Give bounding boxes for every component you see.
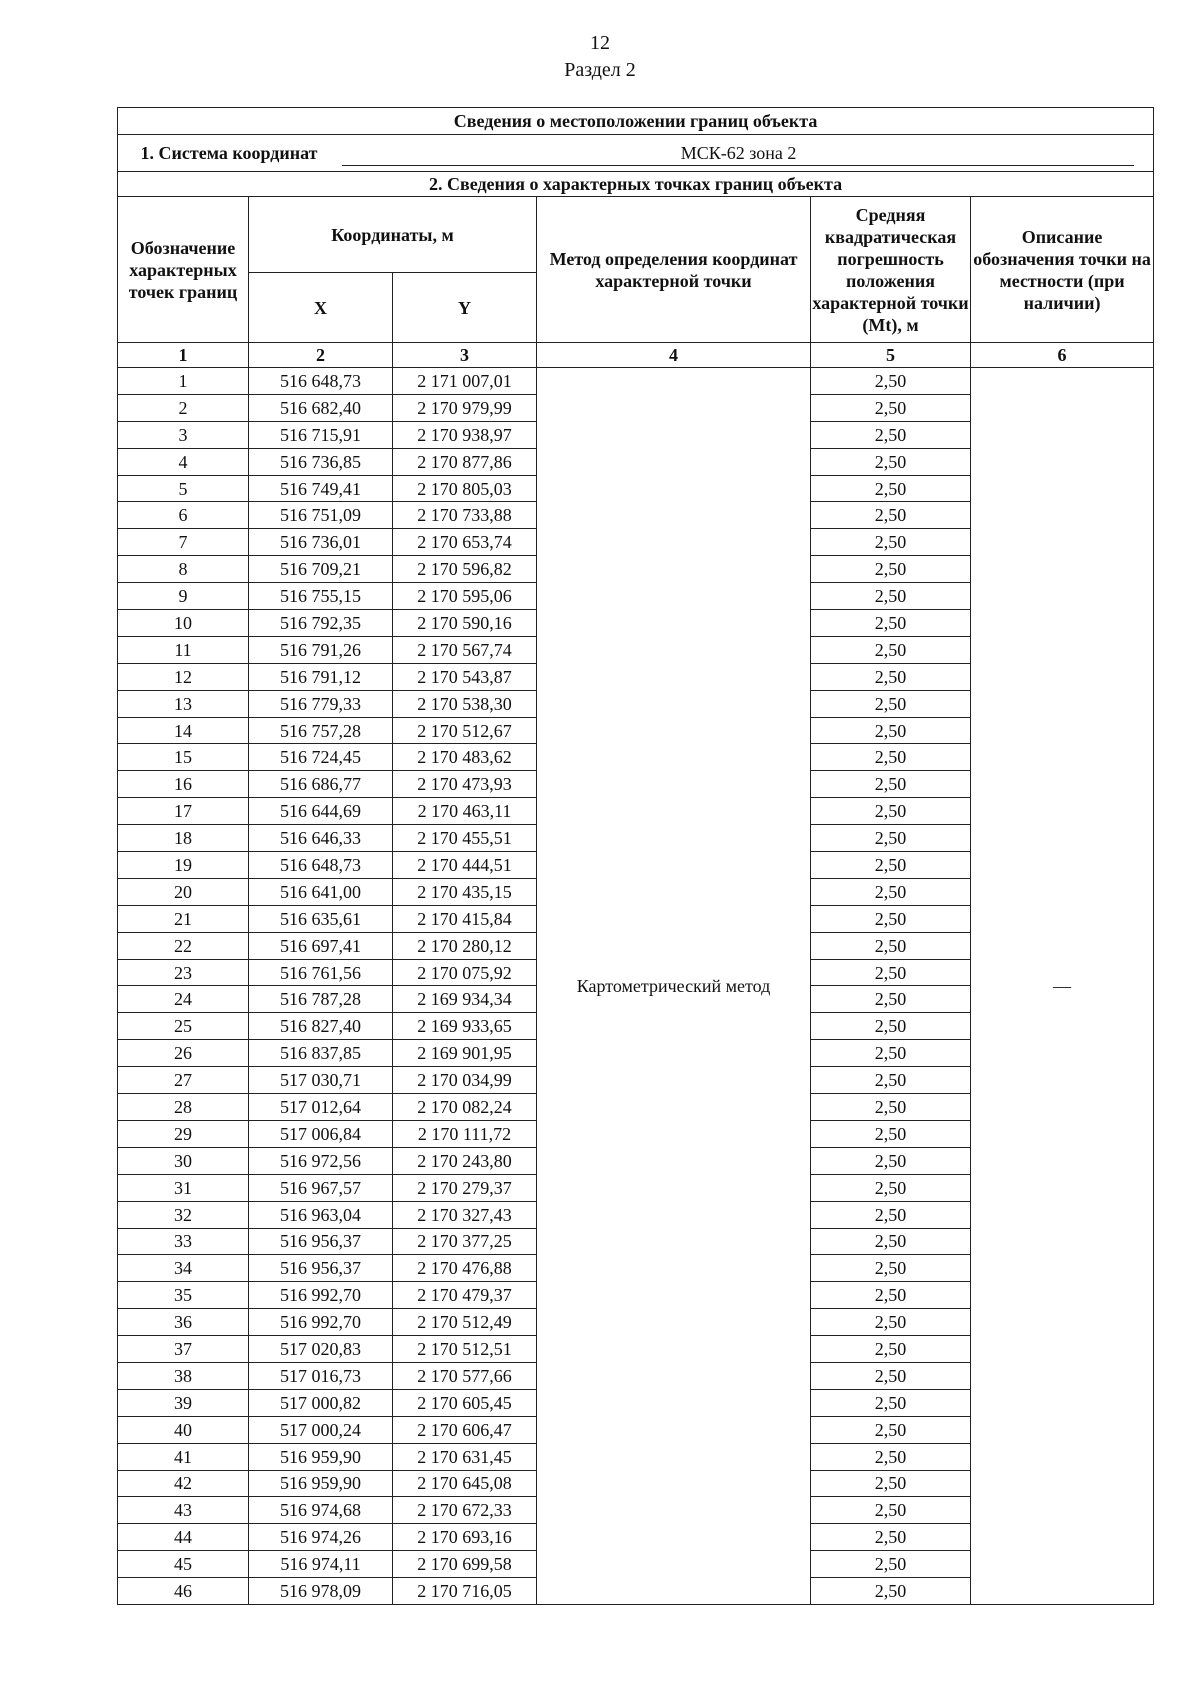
coord-y: 2 170 377,25	[393, 1228, 537, 1255]
coord-x: 516 724,45	[249, 744, 393, 771]
coord-x: 516 837,85	[249, 1040, 393, 1067]
mt-value: 2,50	[811, 878, 971, 905]
mt-value: 2,50	[811, 986, 971, 1013]
header-x: X	[249, 273, 393, 343]
point-number: 18	[118, 825, 249, 852]
coord-y: 2 170 279,37	[393, 1174, 537, 1201]
mt-value: 2,50	[811, 1094, 971, 1121]
section-title: Раздел 2	[564, 59, 636, 81]
point-number: 11	[118, 636, 249, 663]
coord-system-value: МСК-62 зона 2	[342, 141, 1134, 166]
boundary-points-table	[117, 107, 1154, 1605]
point-number: 39	[118, 1389, 249, 1416]
mt-value: 2,50	[811, 690, 971, 717]
mt-value: 2,50	[811, 448, 971, 475]
point-number: 5	[118, 475, 249, 502]
coord-y: 2 170 479,37	[393, 1282, 537, 1309]
coord-x: 516 791,12	[249, 663, 393, 690]
coord-x: 516 974,68	[249, 1497, 393, 1524]
mt-value: 2,50	[811, 1255, 971, 1282]
point-number: 13	[118, 690, 249, 717]
point-number: 15	[118, 744, 249, 771]
coord-x: 516 992,70	[249, 1282, 393, 1309]
coord-y: 2 170 435,15	[393, 878, 537, 905]
point-number: 2	[118, 394, 249, 421]
mt-value: 2,50	[811, 636, 971, 663]
header-error: Средняя квадратическая погрешность положения характерной точки (Mt), м	[811, 197, 971, 343]
coord-y: 2 170 672,33	[393, 1497, 537, 1524]
coord-y: 2 170 243,80	[393, 1147, 537, 1174]
mt-value: 2,50	[811, 1336, 971, 1363]
point-number: 28	[118, 1094, 249, 1121]
point-number: 10	[118, 610, 249, 637]
point-number: 12	[118, 663, 249, 690]
mt-value: 2,50	[811, 610, 971, 637]
coord-y: 2 170 938,97	[393, 421, 537, 448]
mt-value: 2,50	[811, 744, 971, 771]
mt-value: 2,50	[811, 1147, 971, 1174]
coord-x: 516 751,09	[249, 502, 393, 529]
point-number: 26	[118, 1040, 249, 1067]
mt-value: 2,50	[811, 502, 971, 529]
point-number: 25	[118, 1013, 249, 1040]
coord-x: 516 972,56	[249, 1147, 393, 1174]
description-cell: —	[971, 368, 1154, 1605]
header-coordinates: Координаты, м	[249, 197, 537, 273]
coord-x: 516 709,21	[249, 556, 393, 583]
coord-y: 2 170 512,49	[393, 1309, 537, 1336]
coord-y: 2 170 280,12	[393, 932, 537, 959]
point-number: 14	[118, 717, 249, 744]
mt-value: 2,50	[811, 798, 971, 825]
coord-x: 517 006,84	[249, 1120, 393, 1147]
mt-value: 2,50	[811, 583, 971, 610]
coord-x: 516 959,90	[249, 1443, 393, 1470]
coord-y: 2 170 512,51	[393, 1336, 537, 1363]
coord-x: 516 992,70	[249, 1309, 393, 1336]
mt-value: 2,50	[811, 825, 971, 852]
coord-y: 2 170 979,99	[393, 394, 537, 421]
mt-value: 2,50	[811, 959, 971, 986]
mt-value: 2,50	[811, 905, 971, 932]
coord-x: 516 749,41	[249, 475, 393, 502]
coord-y: 2 170 455,51	[393, 825, 537, 852]
mt-value: 2,50	[811, 663, 971, 690]
mt-value: 2,50	[811, 1443, 971, 1470]
coord-x: 516 715,91	[249, 421, 393, 448]
point-number: 8	[118, 556, 249, 583]
mt-value: 2,50	[811, 1524, 971, 1551]
point-number: 35	[118, 1282, 249, 1309]
mt-value: 2,50	[811, 421, 971, 448]
point-number: 43	[118, 1497, 249, 1524]
coord-x: 516 697,41	[249, 932, 393, 959]
coord-y: 2 170 473,93	[393, 771, 537, 798]
coord-y: 2 170 733,88	[393, 502, 537, 529]
point-number: 29	[118, 1120, 249, 1147]
point-number: 33	[118, 1228, 249, 1255]
coord-y: 2 170 463,11	[393, 798, 537, 825]
coord-y: 2 170 693,16	[393, 1524, 537, 1551]
coord-x: 516 827,40	[249, 1013, 393, 1040]
point-number: 40	[118, 1416, 249, 1443]
coord-x: 516 956,37	[249, 1228, 393, 1255]
mt-value: 2,50	[811, 771, 971, 798]
coord-y: 2 170 512,67	[393, 717, 537, 744]
coord-y: 2 170 327,43	[393, 1201, 537, 1228]
coord-y: 2 170 595,06	[393, 583, 537, 610]
coord-x: 516 648,73	[249, 852, 393, 879]
mt-value: 2,50	[811, 1067, 971, 1094]
mt-value: 2,50	[811, 717, 971, 744]
coord-y: 2 170 645,08	[393, 1470, 537, 1497]
point-number: 41	[118, 1443, 249, 1470]
coord-y: 2 170 590,16	[393, 610, 537, 637]
coord-x: 516 736,01	[249, 529, 393, 556]
mt-value: 2,50	[811, 1416, 971, 1443]
mt-value: 2,50	[811, 529, 971, 556]
coord-y: 2 169 901,95	[393, 1040, 537, 1067]
coord-y: 2 170 631,45	[393, 1443, 537, 1470]
point-number: 27	[118, 1067, 249, 1094]
coord-x: 516 686,77	[249, 771, 393, 798]
coord-x: 516 635,61	[249, 905, 393, 932]
mt-value: 2,50	[811, 368, 971, 395]
coord-system-label: 1. Система координат	[140, 142, 318, 163]
mt-value: 2,50	[811, 1201, 971, 1228]
coord-y: 2 170 567,74	[393, 636, 537, 663]
point-number: 3	[118, 421, 249, 448]
point-number: 46	[118, 1578, 249, 1605]
column-number: 4	[537, 343, 811, 368]
point-number: 22	[118, 932, 249, 959]
point-number: 19	[118, 852, 249, 879]
coord-y: 2 170 483,62	[393, 744, 537, 771]
point-number: 38	[118, 1362, 249, 1389]
coord-y: 2 170 415,84	[393, 905, 537, 932]
mt-value: 2,50	[811, 1040, 971, 1067]
mt-value: 2,50	[811, 1013, 971, 1040]
coord-x: 517 030,71	[249, 1067, 393, 1094]
point-number: 6	[118, 502, 249, 529]
header-method: Метод определения координат характерной точки	[537, 197, 811, 343]
mt-value: 2,50	[811, 1282, 971, 1309]
point-number: 30	[118, 1147, 249, 1174]
coord-x: 517 012,64	[249, 1094, 393, 1121]
coord-y: 2 170 716,05	[393, 1578, 537, 1605]
mt-value: 2,50	[811, 475, 971, 502]
point-number: 9	[118, 583, 249, 610]
column-number: 3	[393, 343, 537, 368]
coord-y: 2 170 605,45	[393, 1389, 537, 1416]
point-number: 4	[118, 448, 249, 475]
coord-x: 516 648,73	[249, 368, 393, 395]
coord-x: 517 000,82	[249, 1389, 393, 1416]
coord-x: 516 791,26	[249, 636, 393, 663]
mt-value: 2,50	[811, 1362, 971, 1389]
point-number: 36	[118, 1309, 249, 1336]
coord-x: 516 967,57	[249, 1174, 393, 1201]
mt-value: 2,50	[811, 1497, 971, 1524]
coord-y: 2 170 444,51	[393, 852, 537, 879]
point-number: 1	[118, 368, 249, 395]
coord-x: 516 974,11	[249, 1551, 393, 1578]
coord-y: 2 170 082,24	[393, 1094, 537, 1121]
coord-y: 2 170 111,72	[393, 1120, 537, 1147]
column-number: 5	[811, 343, 971, 368]
coord-x: 516 682,40	[249, 394, 393, 421]
column-number: 2	[249, 343, 393, 368]
mt-value: 2,50	[811, 1309, 971, 1336]
mt-value: 2,50	[811, 1120, 971, 1147]
mt-value: 2,50	[811, 1470, 971, 1497]
coord-y: 2 170 034,99	[393, 1067, 537, 1094]
coord-x: 516 757,28	[249, 717, 393, 744]
mt-value: 2,50	[811, 1228, 971, 1255]
point-number: 34	[118, 1255, 249, 1282]
table-row	[118, 368, 1154, 395]
coord-y: 2 170 805,03	[393, 475, 537, 502]
column-number: 1	[118, 343, 249, 368]
coord-y: 2 170 606,47	[393, 1416, 537, 1443]
coord-y: 2 170 538,30	[393, 690, 537, 717]
coord-x: 516 644,69	[249, 798, 393, 825]
point-number: 20	[118, 878, 249, 905]
coord-x: 517 016,73	[249, 1362, 393, 1389]
table-title: Сведения о местоположении границ объекта	[118, 108, 1154, 135]
coord-x: 516 978,09	[249, 1578, 393, 1605]
column-number: 6	[971, 343, 1154, 368]
point-number: 32	[118, 1201, 249, 1228]
mt-value: 2,50	[811, 556, 971, 583]
page-number: 12	[590, 32, 610, 54]
coord-x: 516 646,33	[249, 825, 393, 852]
page-header	[0, 30, 1200, 84]
point-number: 45	[118, 1551, 249, 1578]
coord-x: 516 974,26	[249, 1524, 393, 1551]
mt-value: 2,50	[811, 1174, 971, 1201]
coord-y: 2 170 476,88	[393, 1255, 537, 1282]
point-number: 42	[118, 1470, 249, 1497]
coord-x: 516 779,33	[249, 690, 393, 717]
mt-value: 2,50	[811, 932, 971, 959]
coord-x: 516 792,35	[249, 610, 393, 637]
point-number: 21	[118, 905, 249, 932]
point-number: 17	[118, 798, 249, 825]
coord-system-row	[118, 135, 1154, 172]
coord-x: 516 959,90	[249, 1470, 393, 1497]
coord-x: 517 020,83	[249, 1336, 393, 1363]
point-number: 37	[118, 1336, 249, 1363]
mt-value: 2,50	[811, 1578, 971, 1605]
coord-y: 2 170 877,86	[393, 448, 537, 475]
coord-y: 2 170 577,66	[393, 1362, 537, 1389]
header-point-designation: Обозначение характерных точек границ	[118, 197, 249, 343]
point-number: 23	[118, 959, 249, 986]
coord-y: 2 170 543,87	[393, 663, 537, 690]
coord-x: 516 787,28	[249, 986, 393, 1013]
coord-y: 2 171 007,01	[393, 368, 537, 395]
coord-y: 2 170 653,74	[393, 529, 537, 556]
coord-y: 2 170 596,82	[393, 556, 537, 583]
coord-x: 516 956,37	[249, 1255, 393, 1282]
point-number: 31	[118, 1174, 249, 1201]
coord-y: 2 169 933,65	[393, 1013, 537, 1040]
coord-y: 2 170 699,58	[393, 1551, 537, 1578]
coord-x: 516 761,56	[249, 959, 393, 986]
coord-x: 516 963,04	[249, 1201, 393, 1228]
point-number: 16	[118, 771, 249, 798]
mt-value: 2,50	[811, 394, 971, 421]
header-y: Y	[393, 273, 537, 343]
coord-x: 516 736,85	[249, 448, 393, 475]
coord-x: 516 641,00	[249, 878, 393, 905]
method-cell: Картометрический метод	[537, 368, 811, 1605]
point-number: 7	[118, 529, 249, 556]
header-description: Описание обозначения точки на местности (при наличии)	[971, 197, 1154, 343]
coord-y: 2 170 075,92	[393, 959, 537, 986]
coord-x: 517 000,24	[249, 1416, 393, 1443]
section2-title: 2. Сведения о характерных точках границ объекта	[118, 172, 1154, 197]
point-number: 24	[118, 986, 249, 1013]
mt-value: 2,50	[811, 1551, 971, 1578]
coord-y: 2 169 934,34	[393, 986, 537, 1013]
point-number: 44	[118, 1524, 249, 1551]
mt-value: 2,50	[811, 1389, 971, 1416]
coord-x: 516 755,15	[249, 583, 393, 610]
mt-value: 2,50	[811, 852, 971, 879]
